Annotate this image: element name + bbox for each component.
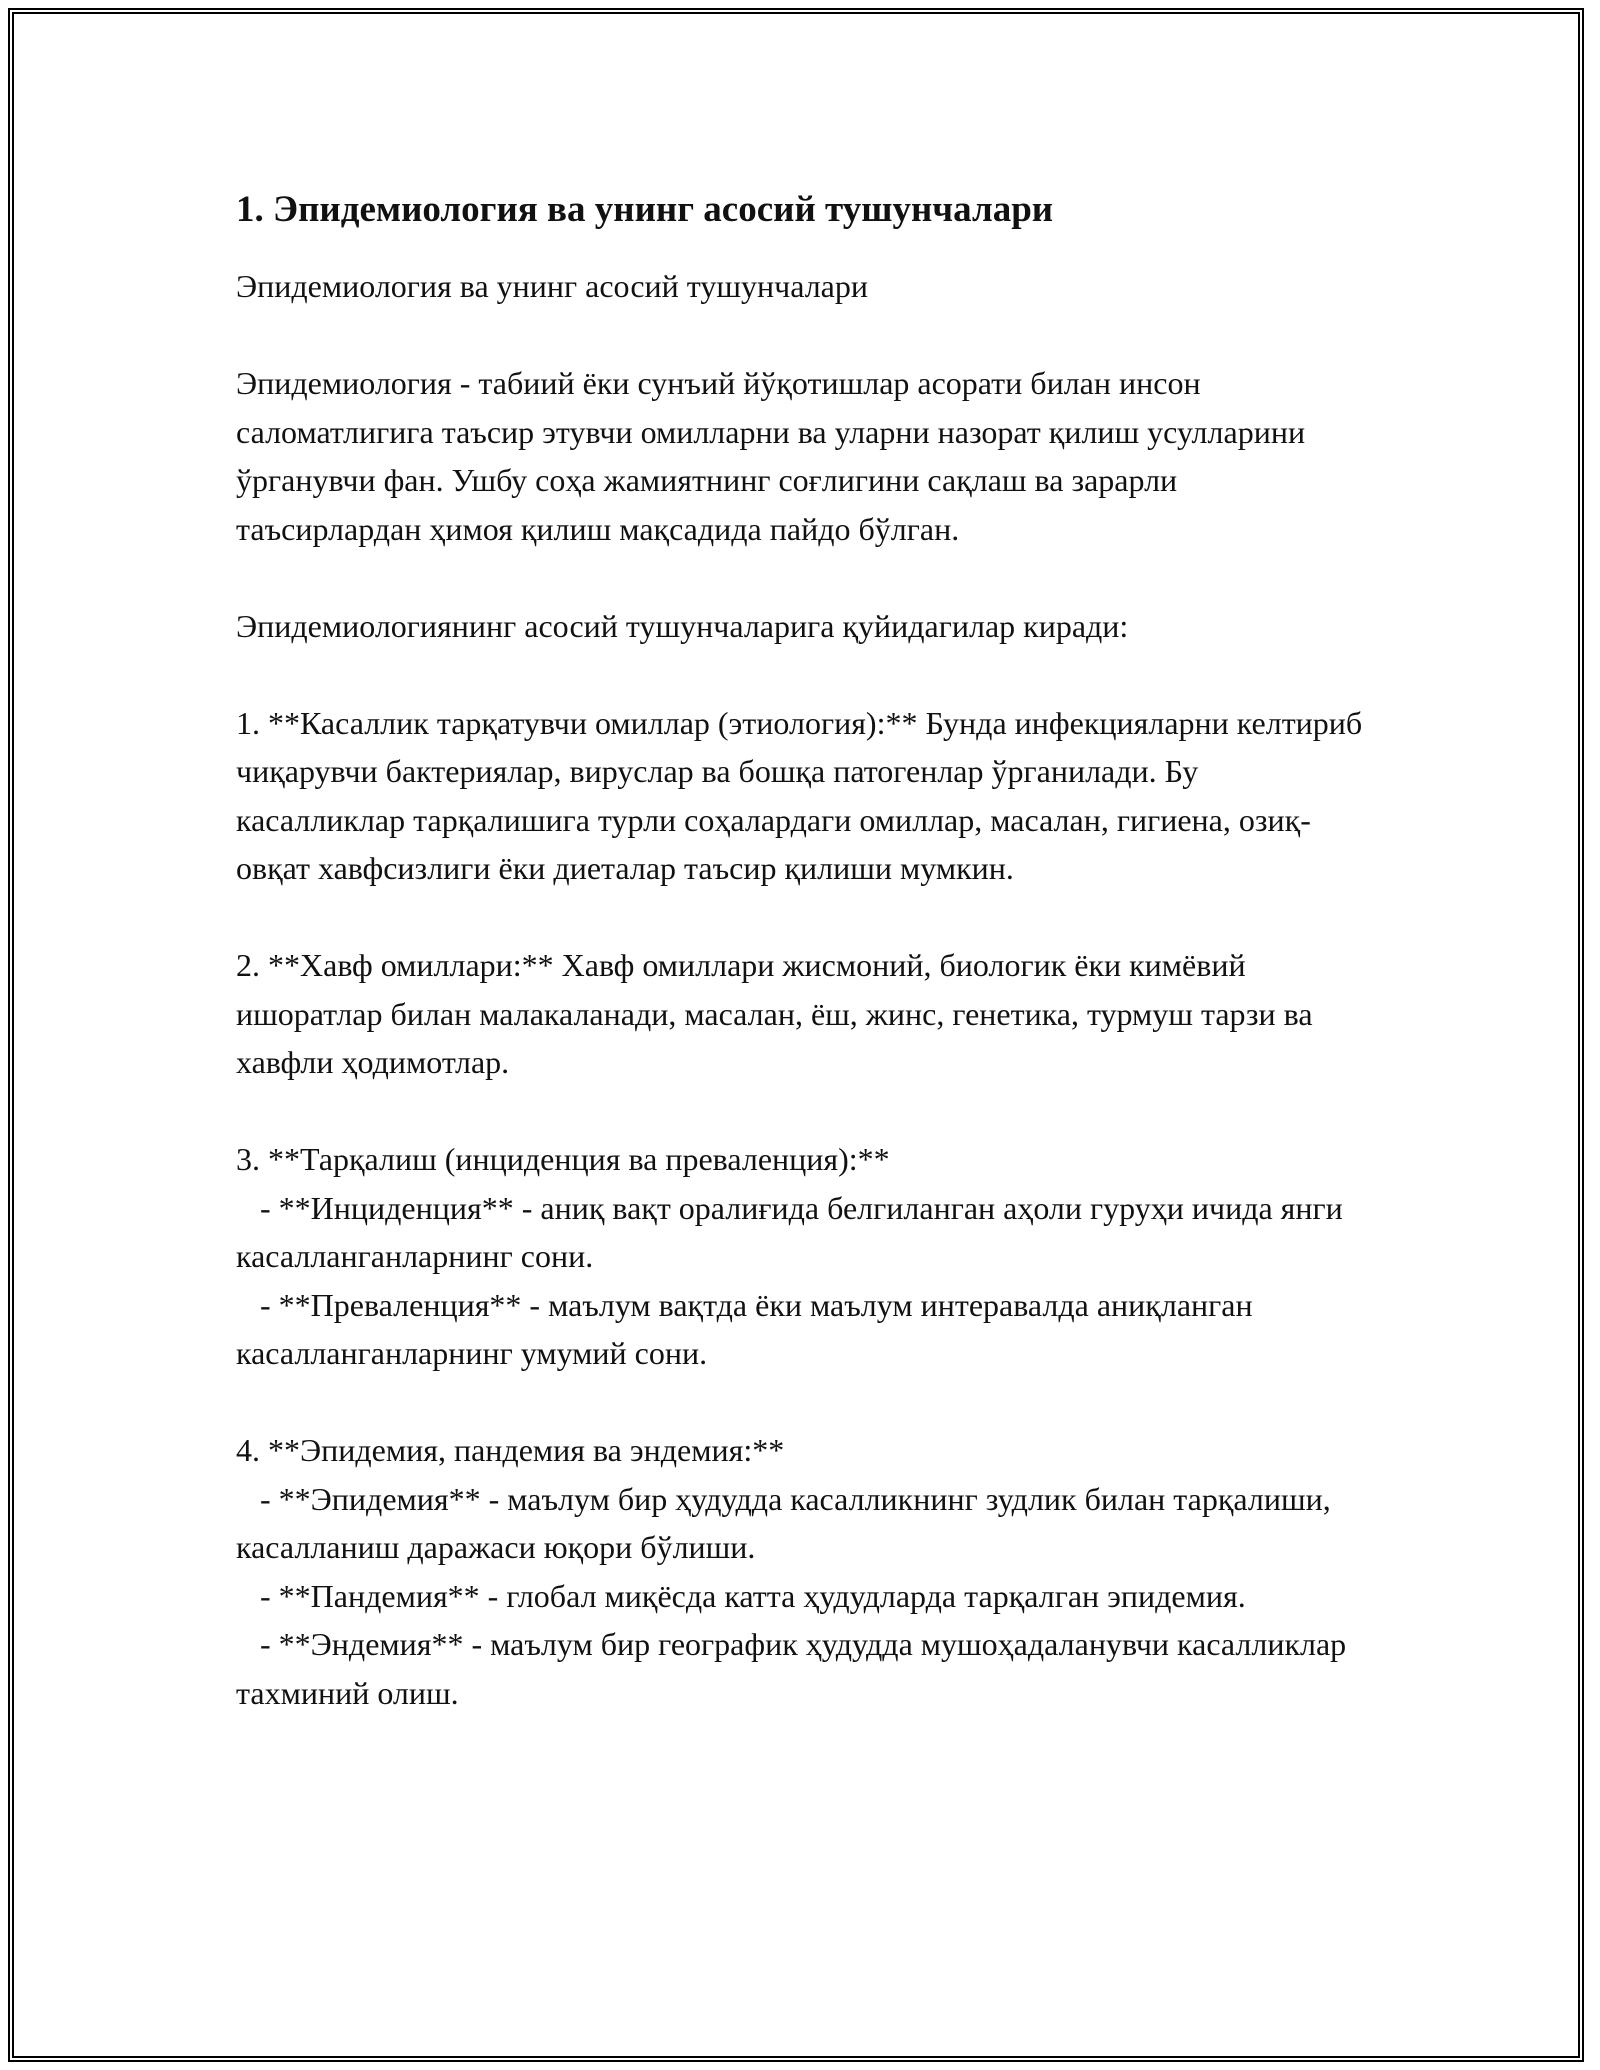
section-4-heading: 4. **Эпидемия, пандемия ва эндемия:** bbox=[236, 1432, 785, 1468]
document-title: 1. Эпидемиология ва унинг асосий тушунчалари bbox=[236, 189, 1054, 230]
paragraph-gap bbox=[236, 1378, 1366, 1427]
document-body bbox=[236, 186, 1371, 1717]
lead-paragraph: Эпидемиологиянинг асосий тушунчаларига қуйидагилар киради: bbox=[236, 607, 1129, 644]
paragraph-gap bbox=[236, 893, 1366, 942]
section-3-heading: 3. **Тарқалиш (инциденция ва преваленция):** bbox=[236, 1141, 890, 1177]
paragraph-gap bbox=[236, 553, 1366, 602]
section-2-line: 2. **Хавф омиллари:** Хавф омиллари жисмоний, биологик ёки кимёвий ишоратлар билан малакаланади, масалан, ёш, жинс, генетика, турмуш тарзи ва хавфли ҳодимотлар. bbox=[236, 947, 1321, 1080]
section-1-line: 1. **Касаллик тарқатувчи омиллар (этиология):** Бунда инфекцияларни келтириб чиқарувчи бактериялар, вируслар ва бошқа патогенлар ўрганилади. Бу касалликлар тарқалишига турли соҳалардаги омиллар, масалан, гигиена, озиқ-овқат хавфсизлиги ёки диеталар таъсир қилиши мумкин. bbox=[236, 704, 1371, 886]
section-4-item-epidemic: - **Эпидемия** - маълум бир ҳудудда касалликнинг зудлик билан тарқалиши, касалланиш даражаси юқори бўлиши. bbox=[236, 1480, 1339, 1565]
intro-paragraph: Эпидемиология - табиий ёки сунъий йўқотишлар асорати билан инсон саломатлигига таъсир этувчи омилларни ва уларни назорат қилиш усулларини ўрганувчи фан. Ушбу соҳа жамиятнинг соғлигини сақлаш ва зарарли таъсирлардан ҳимоя қилиш мақсадида пайдо бўлган. bbox=[236, 365, 1314, 547]
paragraph-gap bbox=[236, 1087, 1366, 1136]
paragraph-gap bbox=[236, 311, 1366, 360]
section-4-item-pandemic: - **Пандемия** - глобал миқёсда катта ҳудудларда тарқалган эпидемия. bbox=[236, 1577, 1246, 1614]
document-subtitle: Эпидемиология ва унинг асосий тушунчалари bbox=[236, 268, 868, 304]
section-3-item-prevalence: - **Преваленция** - маълум вақтда ёки маълум интеравалда аниқланган касалланганларнинг умумий сони. bbox=[236, 1286, 1261, 1371]
section-3-item-incidence: - **Инциденция** - аниқ вақт оралиғида белгиланган аҳоли гуруҳи ичида янги касалланганларнинг сони. bbox=[236, 1189, 1351, 1274]
section-4-item-endemic: - **Эндемия** - маълум бир географик ҳудудда мушоҳадаланувчи касалликлар тахминий олиш. bbox=[236, 1626, 1355, 1711]
paragraph-gap bbox=[236, 650, 1366, 699]
